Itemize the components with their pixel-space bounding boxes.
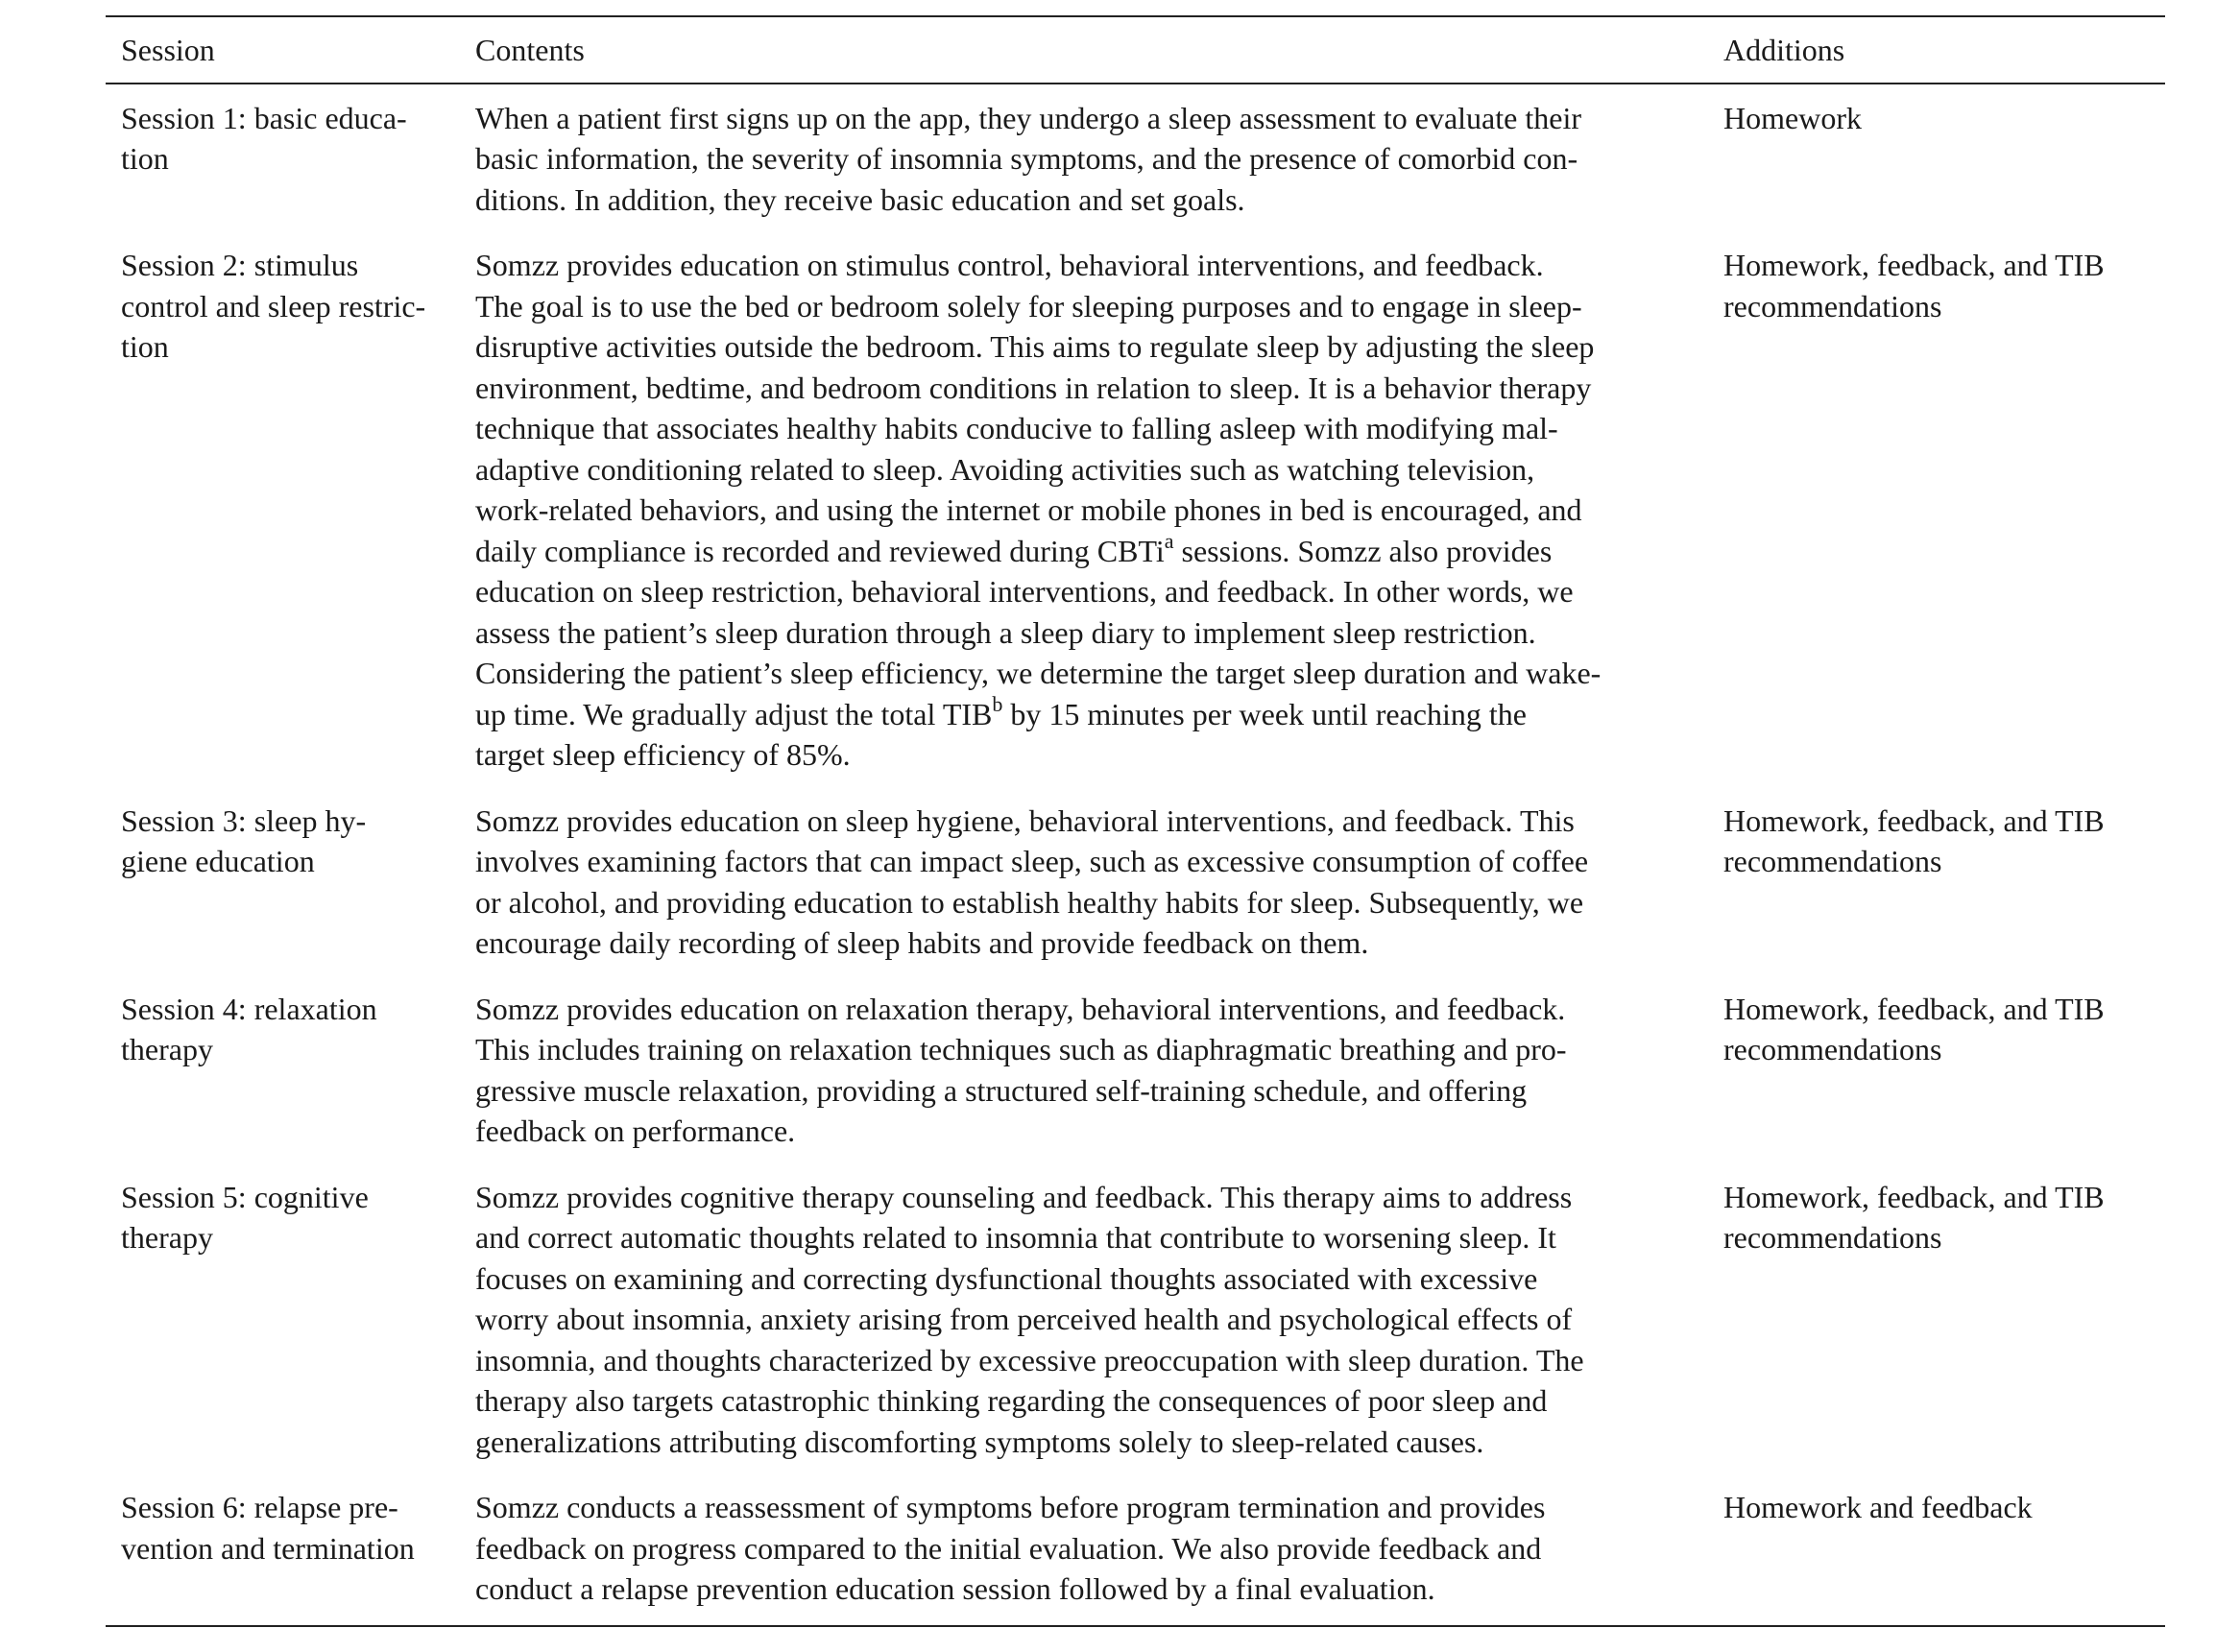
table-body xyxy=(106,84,2165,1626)
session-cell: Session 2: stimulus control and sleep restric- tion xyxy=(121,248,426,364)
footnote-marker-a: a xyxy=(1164,528,1174,553)
header-contents: Contents xyxy=(456,16,1712,84)
session-cell: Session 4: relaxation therapy xyxy=(121,991,377,1066)
header-session: Session xyxy=(106,16,456,84)
additions-cell: Homework, feedback, and TIB recommendations xyxy=(1723,248,2105,323)
contents-cell: Somzz provides education on relaxation therapy, behavioral interventions, and feedback. This includes training on relaxation techniques such as diaphragmatic breathing and pro- gressive muscle relaxation, providing a structured self-training schedule, and offering feedback on performance. xyxy=(475,991,1567,1148)
document-page xyxy=(106,15,2165,1627)
header-additions: Additions xyxy=(1712,16,2165,84)
session-table xyxy=(106,15,2165,1627)
additions-cell: Homework, feedback, and TIB recommendations xyxy=(1723,1179,2105,1255)
table-row xyxy=(106,975,2165,1163)
additions-cell: Homework xyxy=(1723,100,1862,135)
header-row xyxy=(106,16,2165,84)
additions-cell: Homework, feedback, and TIB recommendations xyxy=(1723,802,2105,878)
session-cell: Session 6: relapse pre- vention and termination xyxy=(121,1490,415,1566)
session-cell: Session 3: sleep hy- giene education xyxy=(121,802,367,878)
contents-cell: Somzz conducts a reassessment of symptoms before program termination and provides feedback on progress compared to the initial evaluation. We also provide feedback and conduct a relapse prevention education session followed by a final evaluation. xyxy=(475,1490,1546,1606)
session-cell: Session 5: cognitive therapy xyxy=(121,1179,369,1255)
contents-cell: Somzz provides education on stimulus control, behavioral interventions, and feedback. The goal is to use the bed or bedroom solely for sleeping purposes and to engage in sleep- disruptive activities outside the bedroom. This aims to regulate sleep by adjusting the sleep environment, bedtime, and bedroom conditions in relation to sleep. It is a behavior therapy technique that associates healthy habits conducive to falling asleep with modifying mal- adaptive conditioning related to sleep. Avoiding activities such as watching television, work-related behaviors, and using the internet or mobile phones in bed is encouraged, and daily compliance is recorded and reviewed during CBTi$^a$ sessions. Somzz also provides education on sleep restriction, behavioral interventions, and feedback. In other words, we assess the patient’s sleep duration through a sleep diary to implement sleep restriction. Considering the patient’s sleep efficiency, we determine the target sleep duration and wake- up time. We gradually adjust the total TIB$^b$ by 15 minutes per week until reaching the target sleep efficiency of 85%. xyxy=(475,248,1602,772)
table-row xyxy=(106,787,2165,975)
table-header xyxy=(106,16,2165,84)
table-row xyxy=(106,231,2165,787)
footnote-marker-b: b xyxy=(992,691,1003,716)
table-row xyxy=(106,1163,2165,1474)
table-row xyxy=(106,1473,2165,1626)
contents-cell: Somzz provides cognitive therapy counseling and feedback. This therapy aims to address and correct automatic thoughts related to insomnia that contribute to worsening sleep. It focuses on examining and correcting dysfunctional thoughts associated with excessive worry about insomnia, anxiety arising from perceived health and psychological effects of insomnia, and thoughts characterized by excessive preoccupation with sleep duration. The therapy also targets catastrophic thinking regarding the consequences of poor sleep and generalizations attributing discomforting symptoms solely to sleep-related causes. xyxy=(475,1179,1584,1459)
table-row xyxy=(106,84,2165,232)
contents-cell: Somzz provides education on sleep hygiene, behavioral interventions, and feedback. This involves examining factors that can impact sleep, such as excessive consumption of coffee or alcohol, and providing education to establish healthy habits for sleep. Subsequently, we encourage daily recording of sleep habits and provide feedback on them. xyxy=(475,802,1589,960)
session-cell: Session 1: basic educa- tion xyxy=(121,100,407,176)
contents-cell: When a patient first signs up on the app, they undergo a sleep assessment to evaluate their basic information, the severity of insomnia symptoms, and the presence of comorbid con- ditions. In addition, they receive basic education and set goals. xyxy=(475,100,1581,217)
additions-cell: Homework and feedback xyxy=(1723,1490,2033,1524)
additions-cell: Homework, feedback, and TIB recommendations xyxy=(1723,991,2105,1066)
